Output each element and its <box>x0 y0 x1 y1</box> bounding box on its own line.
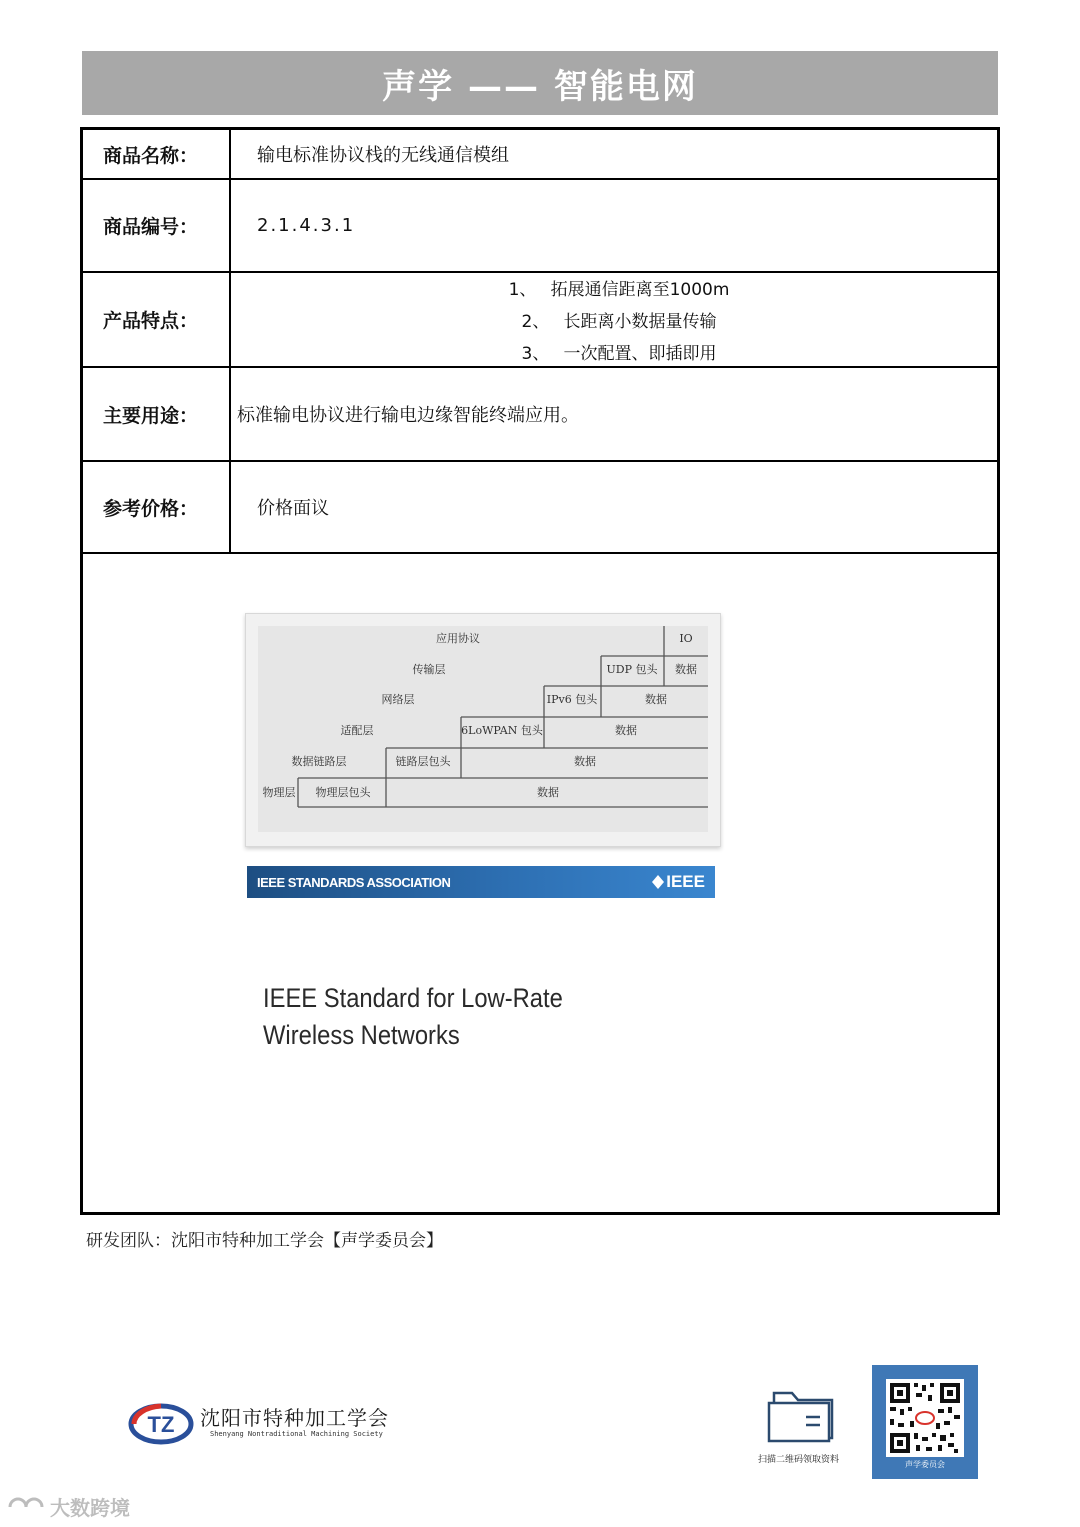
row-code <box>83 180 997 273</box>
ieee-brand-text: IEEE <box>666 872 705 891</box>
ieee-standard-title <box>263 980 563 1054</box>
cell-phy-header: 物理层包头 <box>315 786 371 799</box>
watermark-text: 大数跨境 <box>50 1496 130 1520</box>
code-value: 2.1.4.3.1 <box>257 215 356 236</box>
price-label: 参考价格： <box>83 462 231 552</box>
list-item <box>522 339 717 364</box>
row-features <box>83 273 997 368</box>
cell-data: 数据 <box>615 724 637 737</box>
folder-icon <box>766 1383 840 1445</box>
qr-code[interactable] <box>886 1379 964 1457</box>
ieee-title-line1: IEEE Standard for Low-Rate <box>263 983 563 1013</box>
ieee-title-line2: Wireless Networks <box>263 1020 460 1050</box>
layer-adaptation: 适配层 <box>340 724 374 737</box>
list-item <box>522 307 717 332</box>
cell-data: 数据 <box>675 663 697 676</box>
features-label: 产品特点： <box>83 273 231 366</box>
feature-text: 拓展通信距离至1000m <box>550 280 730 300</box>
layer-physical: 物理层 <box>262 786 296 799</box>
cell-data: 数据 <box>574 755 596 768</box>
ieee-brand <box>652 872 705 892</box>
usage-value: 标准输电协议进行输电边缘智能终端应用。 <box>237 405 579 426</box>
usage-label: 主要用途： <box>83 368 231 460</box>
row-usage <box>83 368 997 462</box>
cell-udp-header: UDP 包头 <box>606 663 658 676</box>
feature-number: 1、 <box>508 280 537 300</box>
name-value: 输电标准协议栈的无线通信模组 <box>257 145 509 166</box>
list-item <box>509 275 730 300</box>
cell-ipv6-header: IPv6 包头 <box>546 693 598 706</box>
price-value: 价格面议 <box>257 498 329 519</box>
watermark <box>6 1492 130 1521</box>
society-logo <box>128 1400 418 1448</box>
scan-qr-caption: 扫描二维码领取资料 <box>758 1455 840 1465</box>
cell-data: 数据 <box>537 786 559 799</box>
ieee-diamond-icon <box>652 875 664 889</box>
feature-text: 一次配置、即插即用 <box>563 344 717 364</box>
ieee-association: IEEE STANDARDS ASSOCIATION <box>257 874 451 890</box>
feature-text: 长距离小数据量传输 <box>563 312 717 332</box>
qr-caption: 声学委员会 <box>905 1460 945 1469</box>
name-label: 商品名称： <box>83 130 231 178</box>
code-label: 商品编号： <box>83 180 231 271</box>
layer-network: 网络层 <box>381 693 415 706</box>
layer-application: 应用协议 <box>436 632 480 645</box>
society-name-en: Shenyang Nontraditional Machining Society <box>210 1430 383 1438</box>
qr-code-card[interactable] <box>872 1365 978 1479</box>
cell-io: IO <box>679 632 693 645</box>
cell-6lowpan-header: 6LoWPAN 包头 <box>461 724 543 737</box>
feature-number: 2、 <box>521 312 550 332</box>
layer-transport: 传输层 <box>412 663 446 676</box>
dev-team: 研发团队：沈阳市特种加工学会【声学委员会】 <box>86 1231 443 1251</box>
society-emblem-icon <box>128 1402 194 1446</box>
page-banner <box>82 51 998 115</box>
svg-text:TZ: TZ <box>147 1412 175 1437</box>
row-name <box>83 130 997 180</box>
feature-number: 3、 <box>521 344 550 364</box>
cell-data: 数据 <box>645 693 667 706</box>
row-price <box>83 462 997 554</box>
watermark-logo-icon <box>6 1495 46 1519</box>
page-title: 声学 —— 智能电网 <box>382 66 698 107</box>
features-list <box>233 273 997 366</box>
layer-data-link: 数据链路层 <box>291 755 347 768</box>
ieee-banner <box>247 866 715 898</box>
protocol-stack-diagram <box>245 613 721 847</box>
cell-link-header: 链路层包头 <box>395 755 451 768</box>
society-name: 沈阳市特种加工学会 <box>200 1406 389 1430</box>
